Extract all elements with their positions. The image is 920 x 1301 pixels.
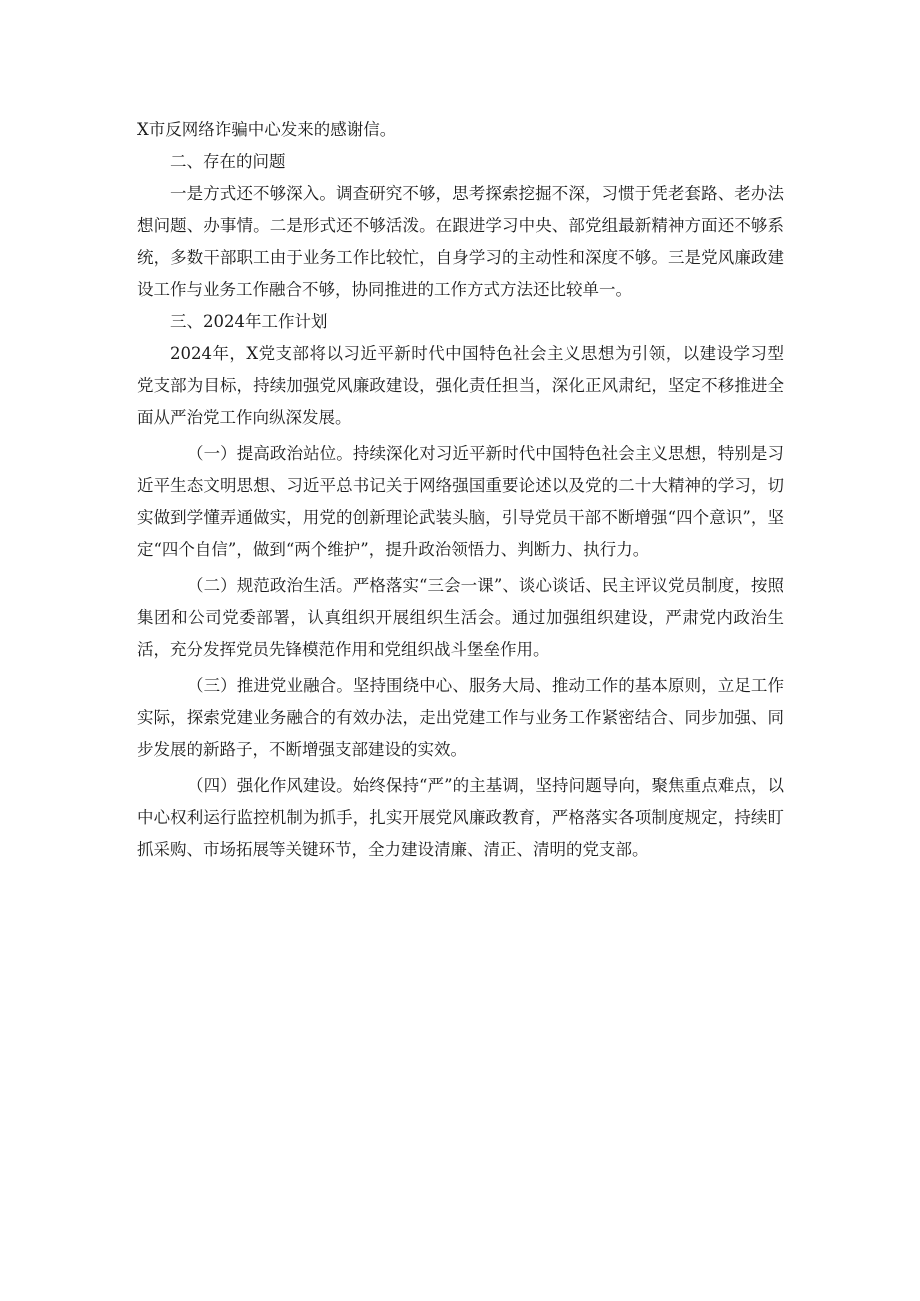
- section-2-body: 一是方式还不够深入。调查研究不够，思考探索挖掘不深，习惯于凭老套路、老办法想问题、办事情。二是形式还不够活泼。在跟进学习中央、部党组最新精神方面还不够系统，多数干部职工由于业务工作比较忙，自身学习的主动性和深度不够。三是党风廉政建设工作与业务工作融合不够，协同推进的工作方式方法还比较单一。: [137, 184, 784, 299]
- plan-item-1: （一）提高政治站位。持续深化对习近平新时代中国特色社会主义思想，特别是习近平生态文明思想、习近平总书记关于网络强国重要论述以及党的二十大精神的学习，切实做到学懂弄通做实，用党的创新理论武装头脑，引导党员干部不断增强“四个意识”，坚定“四个自信”，做到“两个维护”，提升政治领悟力、判断力、执行力。: [137, 444, 784, 559]
- plan-item-2: （二）规范政治生活。严格落实“三会一课”、谈心谈话、民主评议党员制度，按照集团和公司党委部署，认真组织开展组织生活会。通过加强组织建设，严肃党内政治生活，充分发挥党员先锋模范作用和党组织战斗堡垒作用。: [137, 576, 784, 659]
- section-3-title: 三、2024年工作计划: [170, 312, 328, 331]
- document-page: [137, 114, 784, 866]
- continuation-line: X市反网络诈骗中心发来的感谢信。: [137, 120, 397, 139]
- section-2-title: 二、存在的问题: [170, 152, 286, 171]
- plan-item-4: （四）强化作风建设。始终保持“严”的主基调，坚持问题导向，聚焦重点难点，以中心权利运行监控机制为抓手，扎实开展党风廉政教育，严格落实各项制度规定，持续盯抓采购、市场拓展等关键环节，全力建设清廉、清正、清明的党支部。: [137, 776, 784, 859]
- plan-item-3: （三）推进党业融合。坚持围绕中心、服务大局、推动工作的基本原则，立足工作实际，探索党建业务融合的有效办法，走出党建工作与业务工作紧密结合、同步加强、同步发展的新路子，不断增强支部建设的实效。: [137, 676, 784, 759]
- section-3-intro: 2024年，X党支部将以习近平新时代中国特色社会主义思想为引领，以建设学习型党支部为目标，持续加强党风廉政建设，强化责任担当，深化正风肃纪，坚定不移推进全面从严治党工作向纵深发展。: [137, 344, 784, 427]
